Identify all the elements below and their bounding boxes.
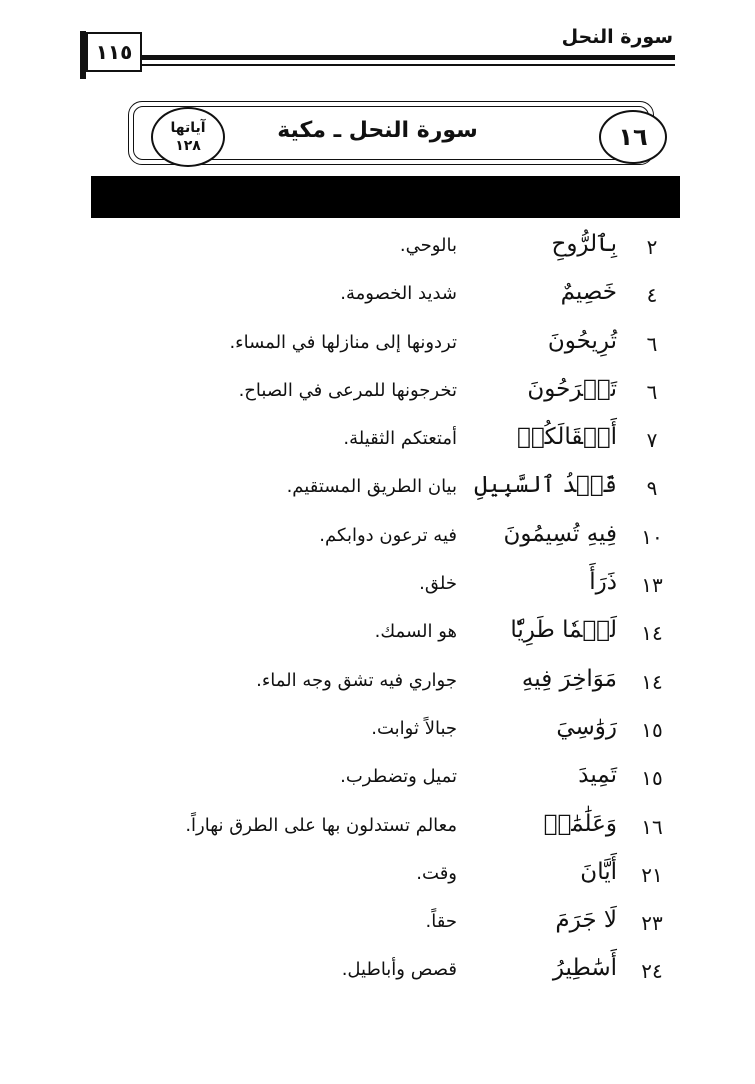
quran-word: فِيهِ تُسِيمُونَ	[503, 520, 617, 547]
glossary-entry	[0, 949, 755, 997]
glossary-entry	[0, 225, 755, 273]
quran-word: خَصِيمٌ	[560, 279, 617, 306]
verse-number: ٦	[646, 379, 658, 404]
word-meaning: وقت.	[416, 862, 457, 884]
running-title: سورة النحل	[561, 26, 673, 48]
word-meaning: بالوحي.	[399, 235, 457, 256]
word-meaning: تميل وتضطرب.	[340, 766, 457, 788]
glossary-entry	[0, 466, 755, 514]
verse-number: ١٥	[641, 717, 663, 742]
glossary-entry	[0, 611, 755, 659]
glossary-entry	[0, 853, 755, 901]
ayat-count: ١٢٨	[175, 138, 201, 154]
quran-word: قَصۡدُ ٱلسَّبِيلِ	[474, 472, 617, 499]
word-meaning: قصص وأباطيل.	[341, 959, 457, 981]
verse-number: ٦	[646, 331, 658, 356]
glossary-entry	[0, 515, 755, 563]
quran-word: تَمِيدَ	[578, 762, 617, 789]
verse-number: ٤	[646, 283, 658, 308]
quran-word: ذَرَأَ	[589, 569, 617, 596]
word-meaning: خلق.	[419, 573, 457, 595]
glossary-list	[0, 225, 755, 998]
word-meaning: أمتعتكم الثقيلة.	[343, 428, 457, 450]
glossary-entry	[0, 805, 755, 853]
verse-number: ٧	[646, 428, 658, 453]
quran-word: تُرِيحُونَ	[547, 327, 617, 354]
glossary-entry	[0, 322, 755, 370]
verse-number: ١٣	[641, 573, 663, 598]
header-rule-thin	[142, 64, 675, 66]
quran-word: لَا جَرَمَ	[555, 907, 617, 934]
quran-word: مَوَاخِرَ فِيهِ	[521, 665, 617, 692]
quran-word: أَسَٰطِيرُ	[552, 955, 617, 982]
quran-word: بِٱلرُّوحِ	[551, 231, 617, 257]
glossary-entry	[0, 273, 755, 321]
verse-number: ٢١	[641, 862, 663, 887]
word-meaning: شديد الخصومة.	[340, 283, 457, 305]
verse-number: ١٦	[641, 814, 663, 839]
quran-word: أَثۡقَالَكُمۡ	[517, 424, 617, 451]
verse-number: ١٠	[641, 524, 663, 549]
glossary-entry	[0, 660, 755, 708]
verse-number: ٢٤	[641, 959, 663, 984]
quran-word: أَيَّانَ	[580, 858, 617, 885]
black-divider-band	[91, 176, 680, 218]
surah-number: ١٦	[599, 110, 667, 164]
glossary-entry	[0, 708, 755, 756]
word-meaning: هو السمك.	[374, 621, 457, 643]
word-meaning: جواري فيه تشق وجه الماء.	[256, 669, 457, 691]
word-meaning: فيه ترعون دوابكم.	[319, 524, 457, 546]
quran-word: تَسۡرَحُونَ	[527, 375, 617, 402]
word-meaning: معالم تستدلون بها على الطرق نهاراً.	[185, 814, 457, 836]
glossary-entry	[0, 756, 755, 804]
surah-name: سورة النحل ـ مكية	[277, 118, 478, 143]
word-meaning: حقاً.	[425, 911, 457, 933]
verse-number: ١٤	[641, 621, 663, 646]
verse-number: ١٥	[641, 766, 663, 791]
glossary-entry	[0, 901, 755, 949]
ayat-label: آياتها	[170, 120, 206, 136]
quran-word: لَحۡمٗا طَرِيّٗا	[510, 617, 617, 644]
verse-number: ٩	[646, 476, 658, 501]
verse-number: ٢٣	[641, 911, 663, 936]
verse-number: ١٤	[641, 669, 663, 694]
glossary-entry	[0, 370, 755, 418]
word-meaning: تخرجونها للمرعى في الصباح.	[238, 379, 457, 401]
glossary-entry	[0, 418, 755, 466]
quran-word: وَعَلَٰمَٰتٖ	[543, 810, 617, 837]
word-meaning: تردونها إلى منازلها في المساء.	[229, 331, 457, 353]
word-meaning: جبالاً ثوابت.	[371, 717, 457, 739]
page-number: ١١٥	[86, 32, 142, 72]
verse-number: ٢	[646, 235, 658, 259]
word-meaning: بيان الطريق المستقيم.	[286, 476, 457, 498]
quran-word: رَوَٰسِيَ	[556, 713, 617, 740]
ayat-count-badge	[151, 107, 225, 167]
header-rule	[142, 55, 675, 60]
glossary-entry	[0, 563, 755, 611]
